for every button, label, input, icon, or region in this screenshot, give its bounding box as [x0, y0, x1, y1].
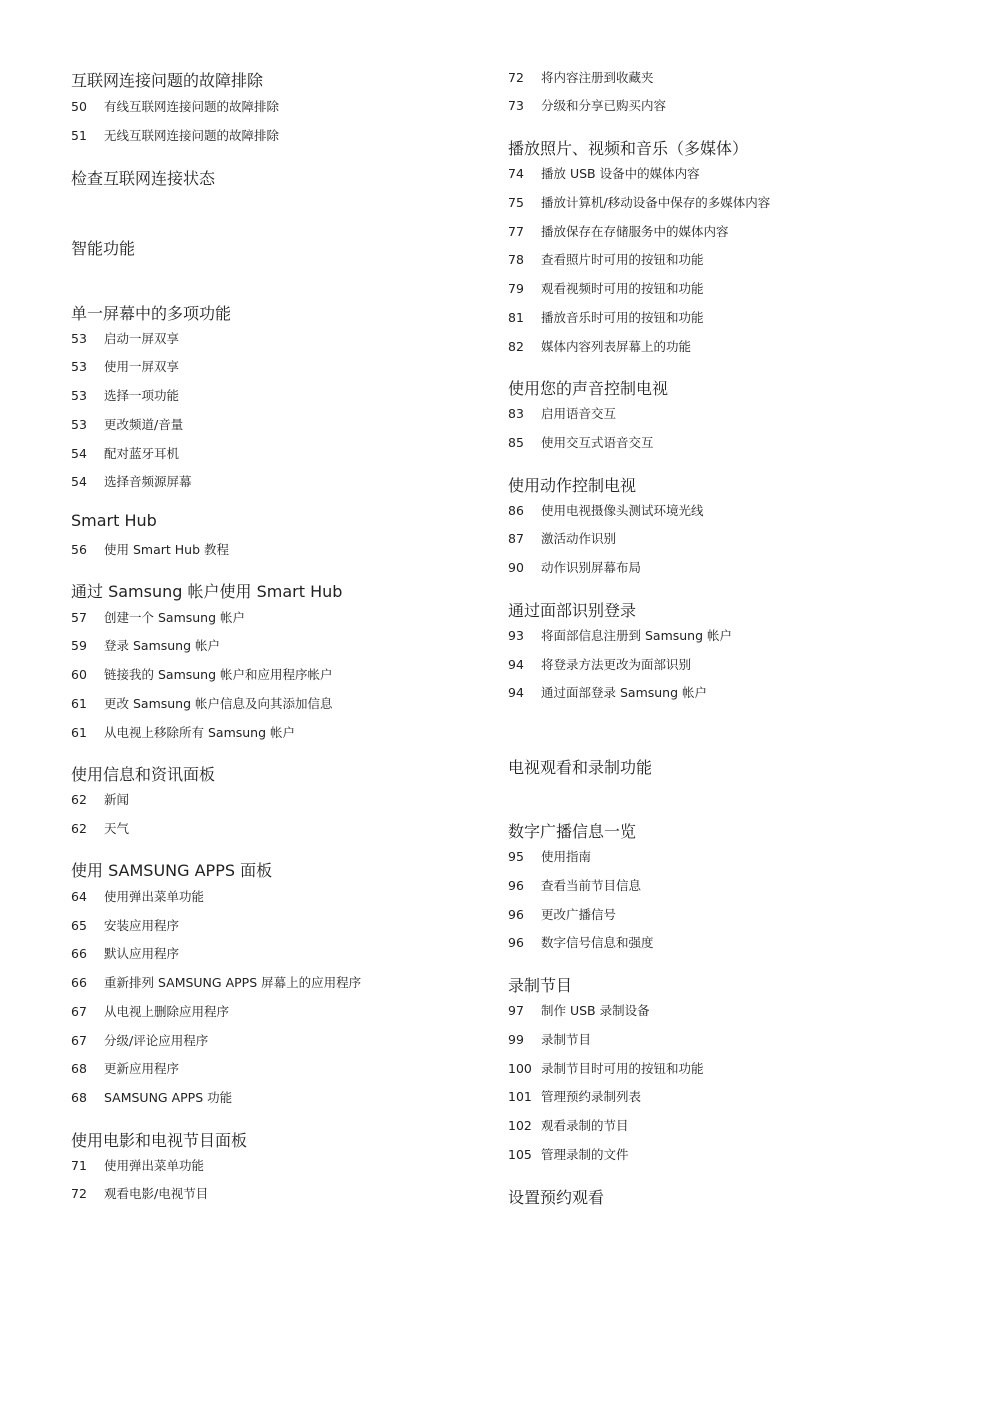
page-number: 79 — [508, 281, 524, 296]
section-heading[interactable]: 使用您的声音控制电视 — [508, 379, 669, 398]
page-number: 65 — [71, 918, 87, 933]
section-heading[interactable]: 使用 SAMSUNG APPS 面板 — [71, 861, 273, 880]
toc-entry-title[interactable]: 录制节目 — [541, 1032, 592, 1047]
toc-entry[interactable] — [508, 69, 654, 87]
toc-entry-title[interactable]: 动作识别屏幕布局 — [541, 560, 642, 575]
page-number: 53 — [71, 359, 87, 374]
toc-entry[interactable] — [71, 387, 179, 405]
toc-entry[interactable] — [71, 820, 129, 838]
page-number: 53 — [71, 331, 87, 346]
toc-entry-title[interactable]: 安装应用程序 — [104, 918, 180, 933]
toc-entry[interactable] — [508, 309, 704, 327]
toc-entry[interactable] — [71, 98, 279, 116]
toc-entry[interactable] — [71, 637, 220, 655]
page-number: 90 — [508, 560, 524, 575]
toc-entry-title[interactable]: 更新应用程序 — [104, 1061, 180, 1076]
page-number: 77 — [508, 224, 524, 239]
page-number: 57 — [71, 610, 87, 625]
page-number: 99 — [508, 1032, 524, 1047]
page-number: 54 — [71, 446, 87, 461]
toc-entry[interactable] — [71, 1032, 208, 1050]
section-heading[interactable]: 数字广播信息一览 — [508, 822, 637, 841]
toc-entry-title[interactable]: 更改广播信号 — [541, 907, 617, 922]
section-heading[interactable]: 通过 Samsung 帐户使用 Smart Hub — [71, 582, 343, 601]
toc-entry-title[interactable]: 分级/评论应用程序 — [104, 1033, 209, 1048]
page-number: 78 — [508, 252, 524, 267]
toc-entry-title[interactable]: 启动一屏双享 — [104, 331, 180, 346]
toc-entry[interactable] — [508, 1088, 641, 1106]
section-heading[interactable]: 使用信息和资讯面板 — [71, 765, 216, 784]
page-number: 102 — [508, 1118, 532, 1133]
toc-entry-title[interactable]: 播放保存在存储服务中的媒体内容 — [541, 224, 729, 239]
toc-entry[interactable] — [508, 194, 770, 212]
page-number: 61 — [71, 696, 87, 711]
toc-entry[interactable] — [508, 530, 616, 548]
page-number: 94 — [508, 657, 524, 672]
page-number: 51 — [71, 128, 87, 143]
page-number: 72 — [508, 70, 524, 85]
page-number: 66 — [71, 946, 87, 961]
page-number: 59 — [71, 638, 87, 653]
page-number: 81 — [508, 310, 524, 325]
page-number: 61 — [71, 725, 87, 740]
toc-entry-title[interactable]: 查看照片时可用的按钮和功能 — [541, 252, 704, 267]
toc-entry[interactable] — [71, 127, 279, 145]
toc-entry-title[interactable]: 通过面部登录 Samsung 帐户 — [541, 685, 708, 700]
page-number: 71 — [71, 1158, 87, 1173]
toc-entry[interactable] — [71, 1185, 208, 1203]
toc-entry[interactable] — [508, 338, 691, 356]
toc-entry-title[interactable]: 使用一屏双享 — [104, 359, 180, 374]
page-number: 54 — [71, 474, 87, 489]
toc-entry[interactable] — [71, 473, 192, 491]
toc-entry-title[interactable]: 配对蓝牙耳机 — [104, 446, 180, 461]
section-heading[interactable]: 录制节目 — [508, 976, 573, 995]
toc-entry-title[interactable]: 更改频道/音量 — [104, 417, 184, 432]
toc-entry-title[interactable]: 链接我的 Samsung 帐户和应用程序帐户 — [104, 667, 333, 682]
toc-entry-title[interactable]: 播放计算机/移动设备中保存的多媒体内容 — [541, 195, 771, 210]
toc-entry-title[interactable]: 使用弹出菜单功能 — [104, 889, 205, 904]
toc-entry-title[interactable]: 使用交互式语音交互 — [541, 435, 654, 450]
toc-entry[interactable] — [508, 1117, 629, 1135]
toc-entry-title[interactable]: 选择音频源屏幕 — [104, 474, 192, 489]
toc-entry[interactable] — [71, 1003, 229, 1021]
page-number: 66 — [71, 975, 87, 990]
toc-entry-title[interactable]: 将内容注册到收藏夹 — [541, 70, 654, 85]
toc-entry-title[interactable]: 使用弹出菜单功能 — [104, 1158, 205, 1173]
toc-entry-title[interactable]: 将登录方法更改为面部识别 — [541, 657, 692, 672]
toc-entry-title[interactable]: 管理预约录制列表 — [541, 1089, 642, 1104]
toc-entry[interactable] — [508, 848, 591, 866]
page-number: 67 — [71, 1004, 87, 1019]
toc-entry[interactable] — [71, 445, 179, 463]
toc-entry[interactable] — [71, 1089, 232, 1107]
toc-entry[interactable] — [71, 541, 229, 559]
toc-entry-title[interactable]: 录制节目时可用的按钮和功能 — [541, 1061, 704, 1076]
page-number: 62 — [71, 792, 87, 807]
toc-entry[interactable] — [71, 888, 204, 906]
chapter-heading: 智能功能 — [71, 239, 136, 258]
toc-entry-title[interactable]: 观看录制的节目 — [541, 1118, 629, 1133]
page-number: 96 — [508, 878, 524, 893]
toc-entry-title[interactable]: 无线互联网连接问题的故障排除 — [104, 128, 280, 143]
toc-entry-title[interactable]: 重新排列 SAMSUNG APPS 屏幕上的应用程序 — [104, 975, 362, 990]
page-number: 83 — [508, 406, 524, 421]
toc-entry[interactable] — [71, 330, 179, 348]
toc-entry-title[interactable]: 从电视上删除应用程序 — [104, 1004, 230, 1019]
page-number: 53 — [71, 388, 87, 403]
page-number: 64 — [71, 889, 87, 904]
toc-entry-title[interactable]: 默认应用程序 — [104, 946, 180, 961]
toc-entry-title[interactable]: 启用语音交互 — [541, 406, 617, 421]
toc-entry[interactable] — [71, 974, 361, 992]
toc-entry[interactable] — [508, 405, 616, 423]
chapter-heading: 电视观看和录制功能 — [508, 758, 653, 777]
page-number: 72 — [71, 1186, 87, 1201]
toc-entry[interactable] — [71, 917, 179, 935]
section-heading[interactable]: 通过面部识别登录 — [508, 601, 637, 620]
toc-entry-title[interactable]: 播放音乐时可用的按钮和功能 — [541, 310, 704, 325]
toc-entry[interactable] — [508, 165, 700, 183]
toc-entry[interactable] — [508, 877, 641, 895]
page-number: 100 — [508, 1061, 532, 1076]
toc-entry-title[interactable]: 查看当前节目信息 — [541, 878, 642, 893]
toc-entry[interactable] — [508, 1060, 704, 1078]
toc-entry[interactable] — [508, 1031, 591, 1049]
page-number: 82 — [508, 339, 524, 354]
toc-entry-title[interactable]: 使用 Smart Hub 教程 — [104, 542, 229, 557]
toc-entry[interactable] — [71, 1060, 179, 1078]
page-number: 93 — [508, 628, 524, 643]
page-number: 56 — [71, 542, 87, 557]
toc-entry-title[interactable]: 有线互联网连接问题的故障排除 — [104, 99, 280, 114]
toc-entry-title[interactable]: 观看视频时可用的按钮和功能 — [541, 281, 704, 296]
toc-entry[interactable] — [508, 684, 707, 702]
toc-entry-title[interactable]: 分级和分享已购买内容 — [541, 98, 667, 113]
toc-entry-title[interactable]: 媒体内容列表屏幕上的功能 — [541, 339, 692, 354]
toc-entry-title[interactable]: 将面部信息注册到 Samsung 帐户 — [541, 628, 733, 643]
toc-entry[interactable] — [508, 251, 704, 269]
page-number: 67 — [71, 1033, 87, 1048]
toc-entry[interactable] — [71, 695, 333, 713]
toc-entry-title[interactable]: 管理录制的文件 — [541, 1147, 629, 1162]
page-number: 75 — [508, 195, 524, 210]
toc-entry[interactable] — [508, 1002, 650, 1020]
section-heading[interactable]: Smart Hub — [71, 511, 157, 530]
toc-entry-title[interactable]: 更改 Samsung 帐户信息及向其添加信息 — [104, 696, 333, 711]
toc-entry[interactable] — [508, 1146, 629, 1164]
page-number: 68 — [71, 1090, 87, 1105]
toc-entry[interactable] — [508, 434, 654, 452]
toc-entry[interactable] — [508, 502, 704, 520]
page-number: 97 — [508, 1003, 524, 1018]
page-number: 53 — [71, 417, 87, 432]
section-heading[interactable]: 单一屏幕中的多项功能 — [71, 304, 232, 323]
page-number: 101 — [508, 1089, 532, 1104]
toc-entry-title[interactable]: 制作 USB 录制设备 — [541, 1003, 650, 1018]
toc-entry-title[interactable]: 激活动作识别 — [541, 531, 617, 546]
toc-entry[interactable] — [71, 666, 333, 684]
toc-entry-title[interactable]: SAMSUNG APPS 功能 — [104, 1090, 233, 1105]
section-heading[interactable]: 互联网连接问题的故障排除 — [71, 71, 264, 90]
page-number: 68 — [71, 1061, 87, 1076]
toc-entry[interactable] — [71, 609, 245, 627]
toc-entry[interactable] — [508, 559, 641, 577]
toc-entry[interactable] — [71, 358, 179, 376]
toc-entry[interactable] — [508, 627, 732, 645]
toc-entry-title[interactable]: 选择一项功能 — [104, 388, 180, 403]
page-number: 94 — [508, 685, 524, 700]
page-number: 62 — [71, 821, 87, 836]
page-number: 95 — [508, 849, 524, 864]
page-number: 87 — [508, 531, 524, 546]
toc-entry-title[interactable]: 使用指南 — [541, 849, 592, 864]
page-number: 50 — [71, 99, 87, 114]
page-number: 85 — [508, 435, 524, 450]
toc-entry[interactable] — [71, 791, 129, 809]
section-heading[interactable]: 播放照片、视频和音乐（多媒体） — [508, 139, 749, 158]
toc-entry[interactable] — [71, 724, 295, 742]
toc-entry[interactable] — [508, 280, 704, 298]
page-number: 74 — [508, 166, 524, 181]
toc-entry[interactable] — [71, 945, 179, 963]
page-number: 96 — [508, 935, 524, 950]
page-number: 60 — [71, 667, 87, 682]
toc-entry-title[interactable]: 播放 USB 设备中的媒体内容 — [541, 166, 700, 181]
section-heading[interactable]: 设置预约观看 — [508, 1188, 605, 1207]
toc-entry[interactable] — [508, 934, 654, 952]
page-number: 96 — [508, 907, 524, 922]
toc-entry-title[interactable]: 登录 Samsung 帐户 — [104, 638, 221, 653]
toc-entry-title[interactable]: 数字信号信息和强度 — [541, 935, 654, 950]
toc-entry-title[interactable]: 观看电影/电视节目 — [104, 1186, 209, 1201]
section-heading[interactable]: 检查互联网连接状态 — [71, 169, 216, 188]
toc-entry-title[interactable]: 创建一个 Samsung 帐户 — [104, 610, 246, 625]
toc-entry-title[interactable]: 从电视上移除所有 Samsung 帐户 — [104, 725, 296, 740]
toc-entry[interactable] — [508, 656, 691, 674]
page-number: 73 — [508, 98, 524, 113]
section-heading[interactable]: 使用动作控制电视 — [508, 476, 637, 495]
toc-entry-title[interactable]: 天气 — [104, 821, 130, 836]
section-heading[interactable]: 使用电影和电视节目面板 — [71, 1131, 248, 1150]
toc-entry[interactable] — [508, 97, 666, 115]
toc-entry-title[interactable]: 新闻 — [104, 792, 130, 807]
toc-entry[interactable] — [71, 1157, 204, 1175]
page-number: 105 — [508, 1147, 532, 1162]
toc-entry[interactable] — [71, 416, 183, 434]
toc-entry[interactable] — [508, 223, 729, 241]
toc-entry[interactable] — [508, 906, 616, 924]
toc-entry-title[interactable]: 使用电视摄像头测试环境光线 — [541, 503, 704, 518]
page-number: 86 — [508, 503, 524, 518]
